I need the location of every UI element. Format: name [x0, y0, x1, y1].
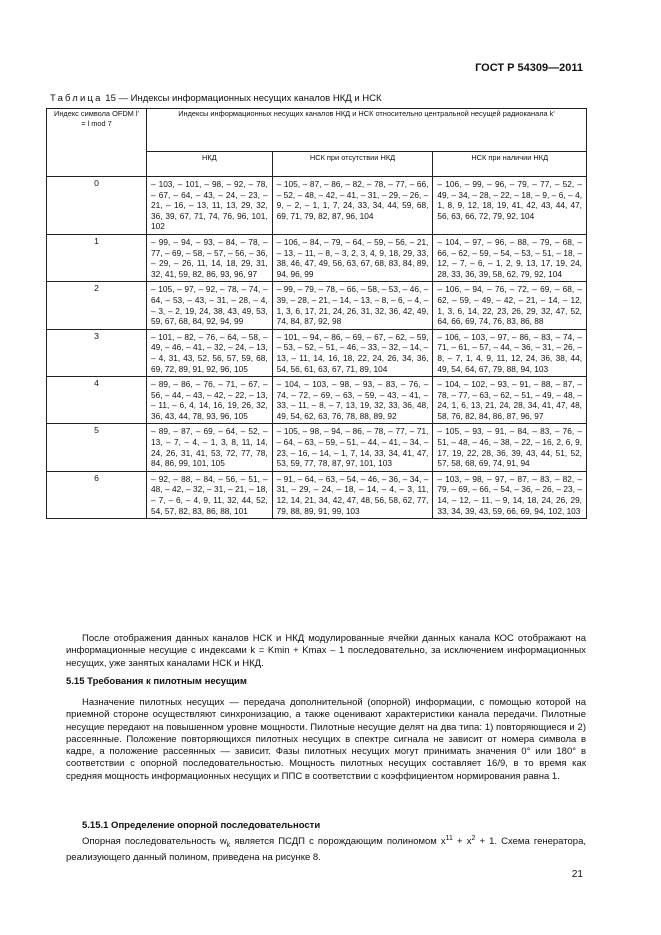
section-5-15-text: Назначение пилотных несущих — передача дополнительной (опорной) информации, с помощью которой на приемной стороне осуществляют синхронизацию, а также оценивают характеристики канала передачи. Пилотные несущие передают на повышенном уровне мощности. Пилотные несущие делят на два типа: 1) повторяющиеся и 2) рассеянные. Положение повторяющихся пилотных несущих в спектре сигнала не зависит от номера символа в кадре, а положение рассеянных — зависит. Фазы пилотных несущих могут принимать значения 0° или 180° в соответствии с опорной последовательностью. Мощность пилотных несущих составляет 16/9, в то время как средняя мощность информационных несущих и ППС в соответствии с коэффициентом нормирования равна 1. — [66, 697, 586, 782]
nsk-with-cell: – 103, – 98, – 97, – 87, – 83, – 82, – 79, – 69, – 66, – 54, – 36, – 26, – 23, – 14, – 12, – 11, – 9, 14, 18, 24, 26, 29, 33, 34, 39, 43, 59, 66, 69, 94, 102, 103 — [433, 471, 587, 518]
text-fragment: + 1. Схема генератора, реализующего данный полином, приведена на рисунке 8. — [66, 836, 586, 864]
nkd-cell: – 105, – 97, – 92, – 78, – 74, – 64, – 53, – 43, – 31, – 28, – 4, – 3, – 2, 19, 24, 38, 43, 49, 53, 59, 67, 68, 84, 92, 94, 99 — [147, 282, 273, 329]
nsk-with-cell: – 106, – 103, – 97, – 86, – 83, – 74, – 71, – 61, – 57, – 44, – 36, – 31, – 26, – 8, – 7, 1, 4, 9, 11, 12, 24, 36, 38, 44, 49, 54, 64, 67, 79, 88, 94, 103 — [433, 329, 587, 376]
row-index: 4 — [47, 377, 147, 424]
nkd-cell: – 92, – 88, – 84, – 56, – 51, – 48, – 42, – 32, – 31, – 21, – 18, – 7, – 6, – 4, 9, 11, 32, 44, 52, 54, 57, 82, 83, 86, 88, 101 — [147, 471, 273, 518]
row-index: 5 — [47, 424, 147, 471]
nsk-without-cell: – 106, – 84, – 79, – 64, – 59, – 56, – 21, – 13, – 11, – 8, – 3, 2, 3, 4, 9, 18, 29, 33, 38, 46, 47, 49, 56, 63, 67, 68, 83, 84, 89, 94, 96, 99 — [272, 234, 433, 281]
nsk-with-cell: – 104, – 102, – 93, – 91, – 88, – 87, – 78, – 77, – 63, – 62, – 51, – 49, – 48, – 24, 1, 6, 13, 21, 24, 28, 34, 41, 47, 48, 58, 76, 82, 84, 86, 87, 96, 97 — [433, 377, 587, 424]
document-header-standard: ГОСТ Р 54309—2011 — [475, 62, 583, 74]
section-5-15-1-body — [66, 833, 586, 865]
table-row — [47, 424, 587, 471]
row-index: 3 — [47, 329, 147, 376]
carrier-index-table — [46, 108, 587, 519]
subscript-k: k — [226, 842, 231, 850]
row-index: 1 — [47, 234, 147, 281]
table-caption-prefix: Таблица — [50, 93, 103, 104]
nsk-without-cell: – 99, – 79, – 78, – 66, – 58, – 53, – 46, – 39, – 28, – 21, – 14, – 13, – 8, – 6, – 4, – 1, 3, 6, 17, 21, 24, 26, 31, 32, 36, 42, 49, 74, 84, 87, 92, 98 — [272, 282, 433, 329]
nsk-without-cell: – 91, – 64, – 63, – 54, – 46, – 36, – 34, – 31, – 29, – 24, – 18, – 14, – 4, – 3, 11, 12, 14, 21, 34, 42, 47, 48, 56, 58, 62, 77, 79, 88, 89, 91, 99, 103 — [272, 471, 433, 518]
nkd-cell: – 99, – 94, – 93, – 84, – 78, – 77, – 69, – 58, – 57, – 56, – 36, – 29, – 26, 11, 14, 18, 29, 31, 32, 41, 59, 82, 86, 93, 96, 97 — [147, 234, 273, 281]
table-row — [47, 471, 587, 518]
after-table-text: После отображения данных каналов НСК и НКД модулированные ячейки данных канала КОС отображают на информационные несущие с индексами k = Kmin + Kmax – 1 последовательно, за исключением информационных несущих, уже занятых каналами НСК и НКД. — [66, 633, 586, 669]
table-row — [47, 377, 587, 424]
table-row — [47, 282, 587, 329]
column-header-nkd: НКД — [147, 152, 273, 177]
text-fragment: является ПСДП с порождающим полиномом x — [230, 836, 446, 848]
nsk-with-cell: – 106, – 94, – 76, – 72, – 69, – 68, – 62, – 59, – 49, – 42, – 21, – 14, – 12, 1, 3, 6, 14, 22, 23, 26, 29, 32, 47, 52, 64, 66, 69, 74, 76, 83, 86, 88 — [433, 282, 587, 329]
superscript-11: 11 — [445, 835, 453, 842]
column-header-symbol-index: Индекс символа OFDM l' = l mod 7 — [47, 109, 147, 177]
nsk-with-cell: – 106, – 99, – 96, – 79, – 77, – 52, – 49, – 34, – 28, – 22, – 18, – 9, – 6, – 4, 1, 8, 9, 12, 18, 19, 41, 42, 43, 44, 47, 56, 63, 66, 72, 79, 92, 104 — [433, 177, 587, 235]
section-5-15-1-title: 5.15.1 Определение опорной последовательности — [82, 820, 321, 831]
nsk-with-cell: – 104, – 97, – 96, – 88, – 79, – 68, – 66, – 62, – 59, – 54, – 53, – 51, – 18, – 12, – 7, – 6, – 1, 2, 9, 13, 17, 19, 24, 28, 33, 36, 39, 58, 62, 79, 92, 104 — [433, 234, 587, 281]
nkd-cell: – 89, – 87, – 69, – 64, – 52, – 13, – 7, – 4, – 1, 3, 8, 11, 14, 24, 26, 31, 41, 53, 72, 77, 78, 84, 86, 99, 101, 105 — [147, 424, 273, 471]
section-5-15-title: 5.15 Требования к пилотным несущим — [66, 676, 247, 687]
table-row — [47, 177, 587, 235]
nkd-cell: – 89, – 86, – 76, – 71, – 67, – 56, – 44, – 43, – 42, – 22, – 13, – 11, – 6, 4, 14, 16, 19, 26, 32, 36, 43, 44, 78, 93, 96, 105 — [147, 377, 273, 424]
nsk-with-cell: – 105, – 93, – 91, – 84, – 83, – 76, – 51, – 48, – 46, – 38, – 22, – 16, 2, 6, 9, 17, 19, 22, 28, 36, 39, 43, 44, 51, 52, 57, 58, 68, 69, 74, 91, 94 — [433, 424, 587, 471]
nkd-cell: – 101, – 82, – 76, – 64, – 58, – 49, – 46, – 41, – 32, – 24, – 13, – 4, 31, 43, 52, 56, 57, 59, 68, 69, 72, 89, 91, 92, 96, 105 — [147, 329, 273, 376]
table-row — [47, 234, 587, 281]
superscript-2: 2 — [471, 835, 476, 842]
paragraph-after-table — [66, 633, 586, 670]
table-caption — [50, 93, 382, 104]
row-index: 6 — [47, 471, 147, 518]
row-index: 2 — [47, 282, 147, 329]
column-header-nsk-with-nkd: НСК при наличии НКД — [433, 152, 587, 177]
nsk-without-cell: – 104, – 103, – 98, – 93, – 83, – 76, – 74, – 72, – 69, – 63, – 59, – 43, – 41, – 33, – 11, – 8, – 7, 13, 19, 32, 33, 36, 48, 49, 54, 62, 63, 76, 78, 88, 89, 92 — [272, 377, 433, 424]
text-fragment: Опорная последовательность w — [82, 836, 227, 848]
table-caption-title: 15 — Индексы информационных несущих каналов НКД и НСК — [102, 93, 382, 104]
nsk-without-cell: – 101, – 94, – 86, – 69, – 67, – 62, – 59, – 53, – 52, – 51, – 46, – 33, – 32, – 14, – 13, – 11, 14, 16, 18, 22, 24, 26, 34, 36, 54, 56, 61, 63, 67, 71, 89, 104 — [272, 329, 433, 376]
column-header-nsk-without-nkd: НСК при отсутствии НКД — [272, 152, 433, 177]
column-group-header: Индексы информационных несущих каналов НКД и НСК относительно центральной несущей радиоканала k' — [147, 109, 587, 152]
section-5-15-1-text — [66, 833, 586, 865]
nsk-without-cell: – 105, – 98, – 94, – 86, – 78, – 77, – 71, – 64, – 63, – 59, – 51, – 44, – 41, – 34, – 23, – 16, – 14, – 1, 7, 14, 33, 34, 41, 47, 53, 59, 77, 78, 87, 97, 101, 103 — [272, 424, 433, 471]
row-index: 0 — [47, 177, 147, 235]
page-number: 21 — [571, 869, 583, 880]
section-5-15-body — [66, 697, 586, 783]
text-fragment: + x — [452, 836, 472, 848]
nsk-without-cell: – 105, – 87, – 86, – 82, – 78, – 77, – 66, – 52, – 48, – 42, – 41, – 31, – 29, – 26, – 9, – 2, – 1, 1, 7, 24, 33, 34, 44, 59, 68, 69, 71, 79, 82, 87, 96, 104 — [272, 177, 433, 235]
nkd-cell: – 103, – 101, – 98, – 92, – 78, – 67, – 64, – 43, – 24, – 23, – 21, – 16, – 13, 11, 13, 29, 32, 36, 39, 67, 71, 74, 76, 96, 101, 102 — [147, 177, 273, 235]
table-row — [47, 329, 587, 376]
